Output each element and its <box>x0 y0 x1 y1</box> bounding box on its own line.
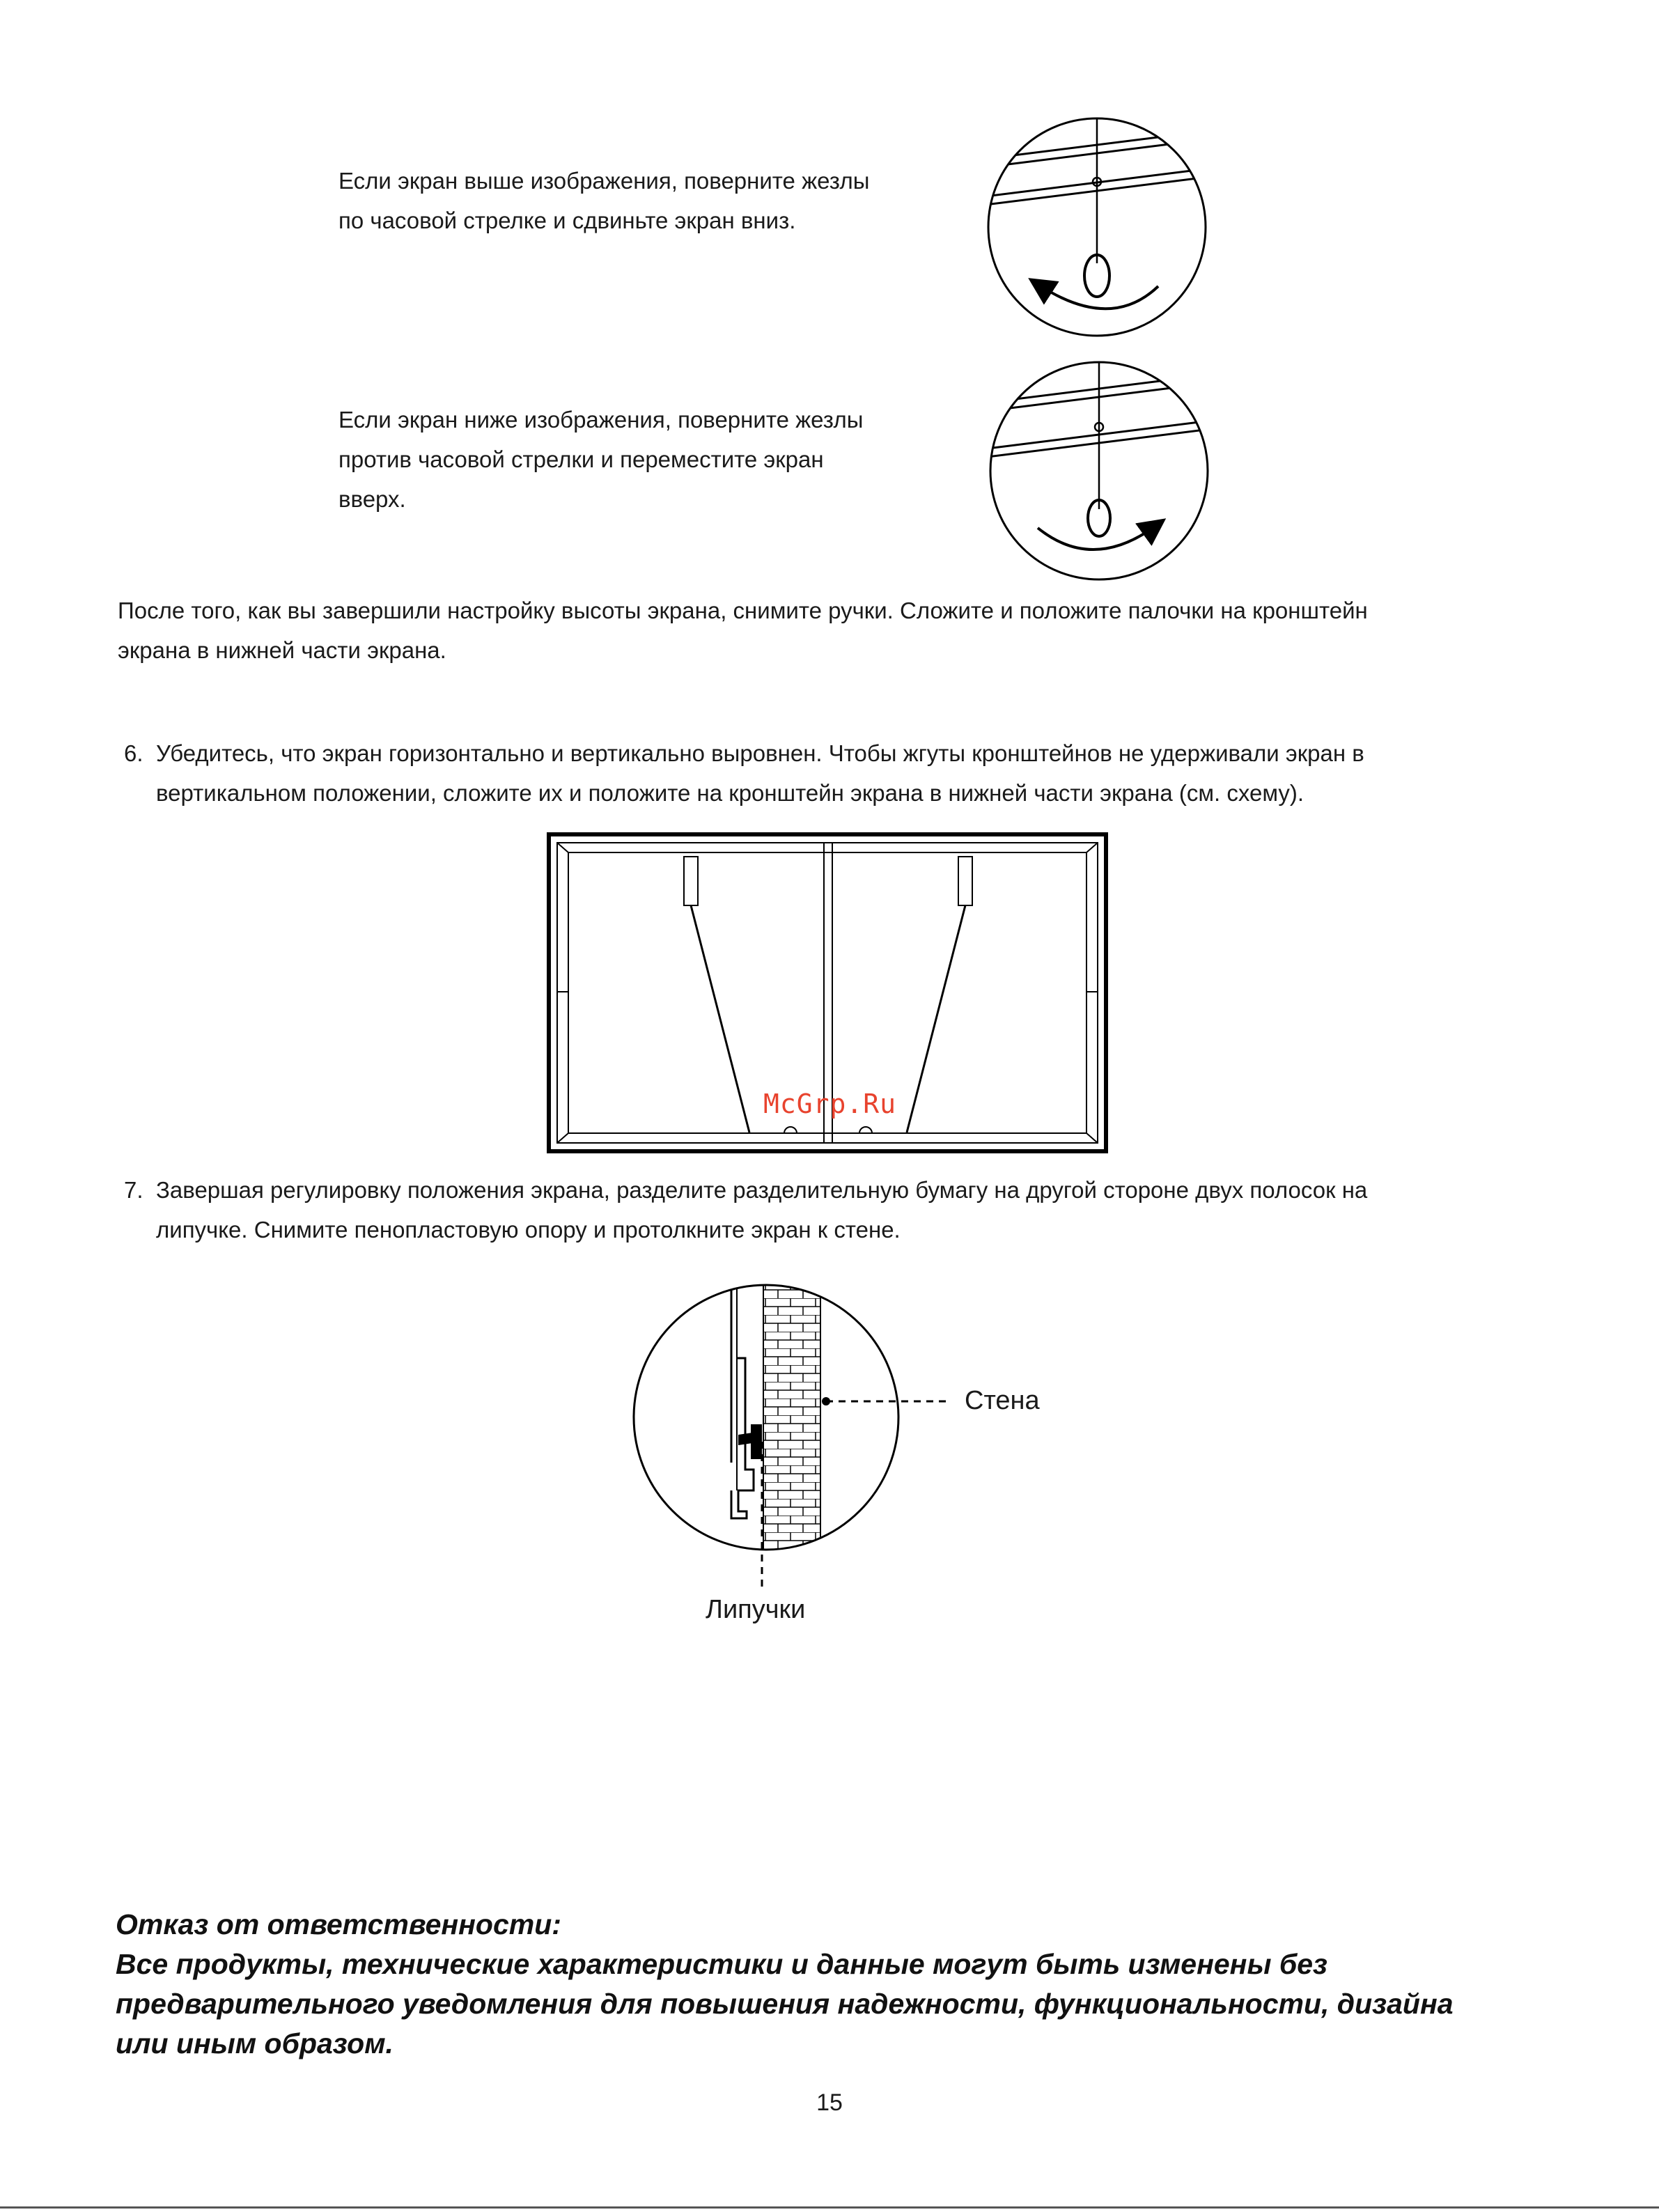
rod-clockwise-diagram <box>986 116 1208 338</box>
disclaimer-line-2: предварительного уведомления для повышения надежности, функциональности, дизайна <box>116 1988 1454 2020</box>
disclaimer-line-1: Все продукты, технические характеристики и данные могут быть изменены без <box>116 1948 1327 1980</box>
rod-down-line-1: Если экран ниже изображения, поверните жезлы <box>338 407 864 433</box>
right-strap <box>907 905 965 1132</box>
step-6-number: 6. <box>124 740 143 766</box>
step-6-text <box>156 733 1536 813</box>
left-bracket <box>684 857 698 905</box>
after-adjust-line-1: После того, как вы завершили настройку высоты экрана, снимите ручки. Сложите и положите палочки на кронштейн <box>118 598 1368 623</box>
step-7-line-2: липучке. Снимите пенопластовую опору и протолкните экран к стене. <box>156 1217 901 1243</box>
wall-detail-diagram <box>634 1282 926 1574</box>
velcro-label: Липучки <box>706 1595 806 1624</box>
after-adjust-paragraph <box>118 591 1552 670</box>
rod-down-line-2: против часовой стрелки и переместите экран <box>338 446 824 472</box>
wall-label: Стена <box>965 1386 1040 1415</box>
step-7-line-1: Завершая регулировку положения экрана, разделите разделительную бумагу на другой стороне двух полосок на <box>156 1177 1368 1203</box>
brick-wall <box>763 1282 820 1574</box>
step-7-number: 7. <box>124 1177 143 1203</box>
step-6-line-2: вертикальном положении, сложите их и положите на кронштейн экрана в нижней части экрана (см. схему). <box>156 780 1304 806</box>
disclaimer-line-3: или иным образом. <box>116 2027 394 2059</box>
rod-up-text <box>338 161 965 240</box>
step-6-line-1: Убедитесь, что экран горизонтально и вертикально выровнен. Чтобы жгуты кронштейнов не удерживали экран в <box>156 740 1364 766</box>
rod-up-line-1: Если экран выше изображения, поверните жезлы <box>338 168 870 194</box>
step-7-text <box>156 1170 1536 1249</box>
rotation-arrow <box>1038 527 1155 550</box>
bottom-rule <box>0 2206 1659 2209</box>
disclaimer <box>116 1905 1578 2064</box>
rod-down-line-3: вверх. <box>338 486 406 512</box>
rod-up-line-2: по часовой стрелке и сдвиньте экран вниз. <box>338 208 796 233</box>
rod-counterclockwise-diagram <box>988 359 1210 582</box>
page-number: 15 <box>816 2089 843 2116</box>
rod-down-text <box>338 400 965 519</box>
right-bracket <box>958 857 972 905</box>
left-strap <box>691 905 749 1132</box>
disclaimer-title: Отказ от ответственности: <box>116 1908 561 1940</box>
after-adjust-line-2: экрана в нижней части экрана. <box>118 637 446 663</box>
watermark: McGrp.Ru <box>763 1089 897 1119</box>
